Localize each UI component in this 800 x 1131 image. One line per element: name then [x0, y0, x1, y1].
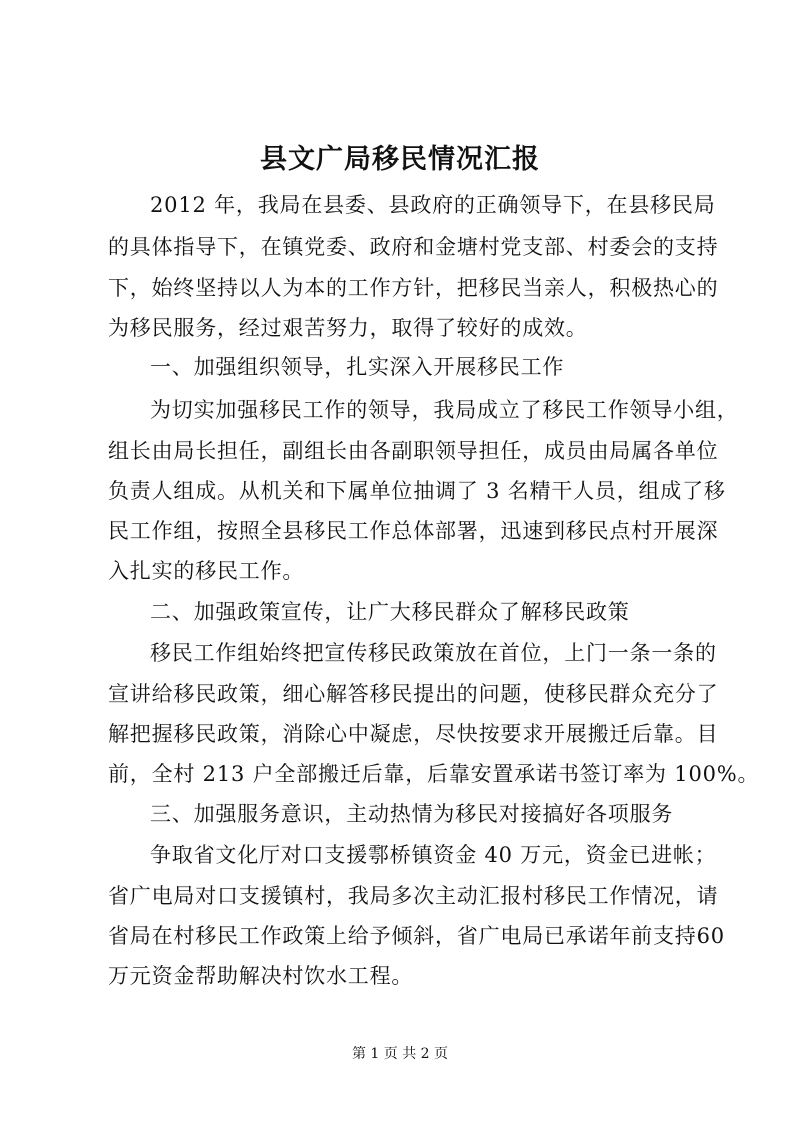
section-heading: 三、加强服务意识，主动热情为移民对接搞好各项服务	[150, 802, 674, 826]
section-heading: 一、加强组织领导，扎实深入开展移民工作	[150, 355, 565, 379]
paragraph-line: 宣讲给移民政策，细心解答移民提出的问题，使移民群众充分了	[108, 682, 719, 706]
paragraph-line: 入扎实的移民工作。	[108, 559, 305, 583]
document-title: 县文广局移民情况汇报	[260, 144, 540, 175]
paragraph-line: 民工作组，按照全县移民工作总体部署，迅速到移民点村开展深	[108, 519, 719, 543]
paragraph-line: 解把握移民政策，消除心中凝虑，尽快按要求开展搬迁后靠。目	[108, 722, 719, 746]
paragraph-line: 下，始终坚持以人为本的工作方针，把移民当亲人，积极热心的	[108, 276, 719, 300]
paragraph-line: 2012 年，我局在县委、县政府的正确领导下，在县移民局	[150, 193, 716, 217]
paragraph-line: 的具体指导下，在镇党委、政府和金塘村党支部、村委会的支持	[108, 235, 719, 259]
paragraph-line: 省局在村移民工作政策上给予倾斜，省广电局已承诺年前支持60	[108, 924, 725, 948]
paragraph-line: 为移民服务，经过艰苦努力，取得了较好的成效。	[108, 316, 588, 340]
paragraph-line: 为切实加强移民工作的领导，我局成立了移民工作领导小组，	[150, 398, 739, 422]
paragraph-line: 前，全村 213 户全部搬迁后靠，后靠安置承诺书签订率为 100%。	[108, 762, 760, 786]
paragraph-line: 争取省文化厅对口支援鄠桥镇资金 40 万元，资金已进帐；	[150, 843, 717, 867]
paragraph-line: 负责人组成。从机关和下属单位抽调了 3 名精干人员，组成了移	[108, 479, 726, 503]
paragraph-line: 组长由局长担任，副组长由各副职领导担任，成员由局属各单位	[108, 439, 719, 463]
section-heading: 二、加强政策宣传，让广大移民群众了解移民政策	[150, 600, 630, 624]
paragraph-line: 省广电局对口支援镇村，我局多次主动汇报村移民工作情况，请	[108, 884, 719, 908]
page-number-footer: 第 1 页 共 2 页	[351, 1046, 449, 1062]
paragraph-line: 万元资金帮助解决村饮水工程。	[108, 964, 414, 988]
paragraph-line: 移民工作组始终把宣传移民政策放在首位，上门一条一条的	[150, 641, 717, 665]
